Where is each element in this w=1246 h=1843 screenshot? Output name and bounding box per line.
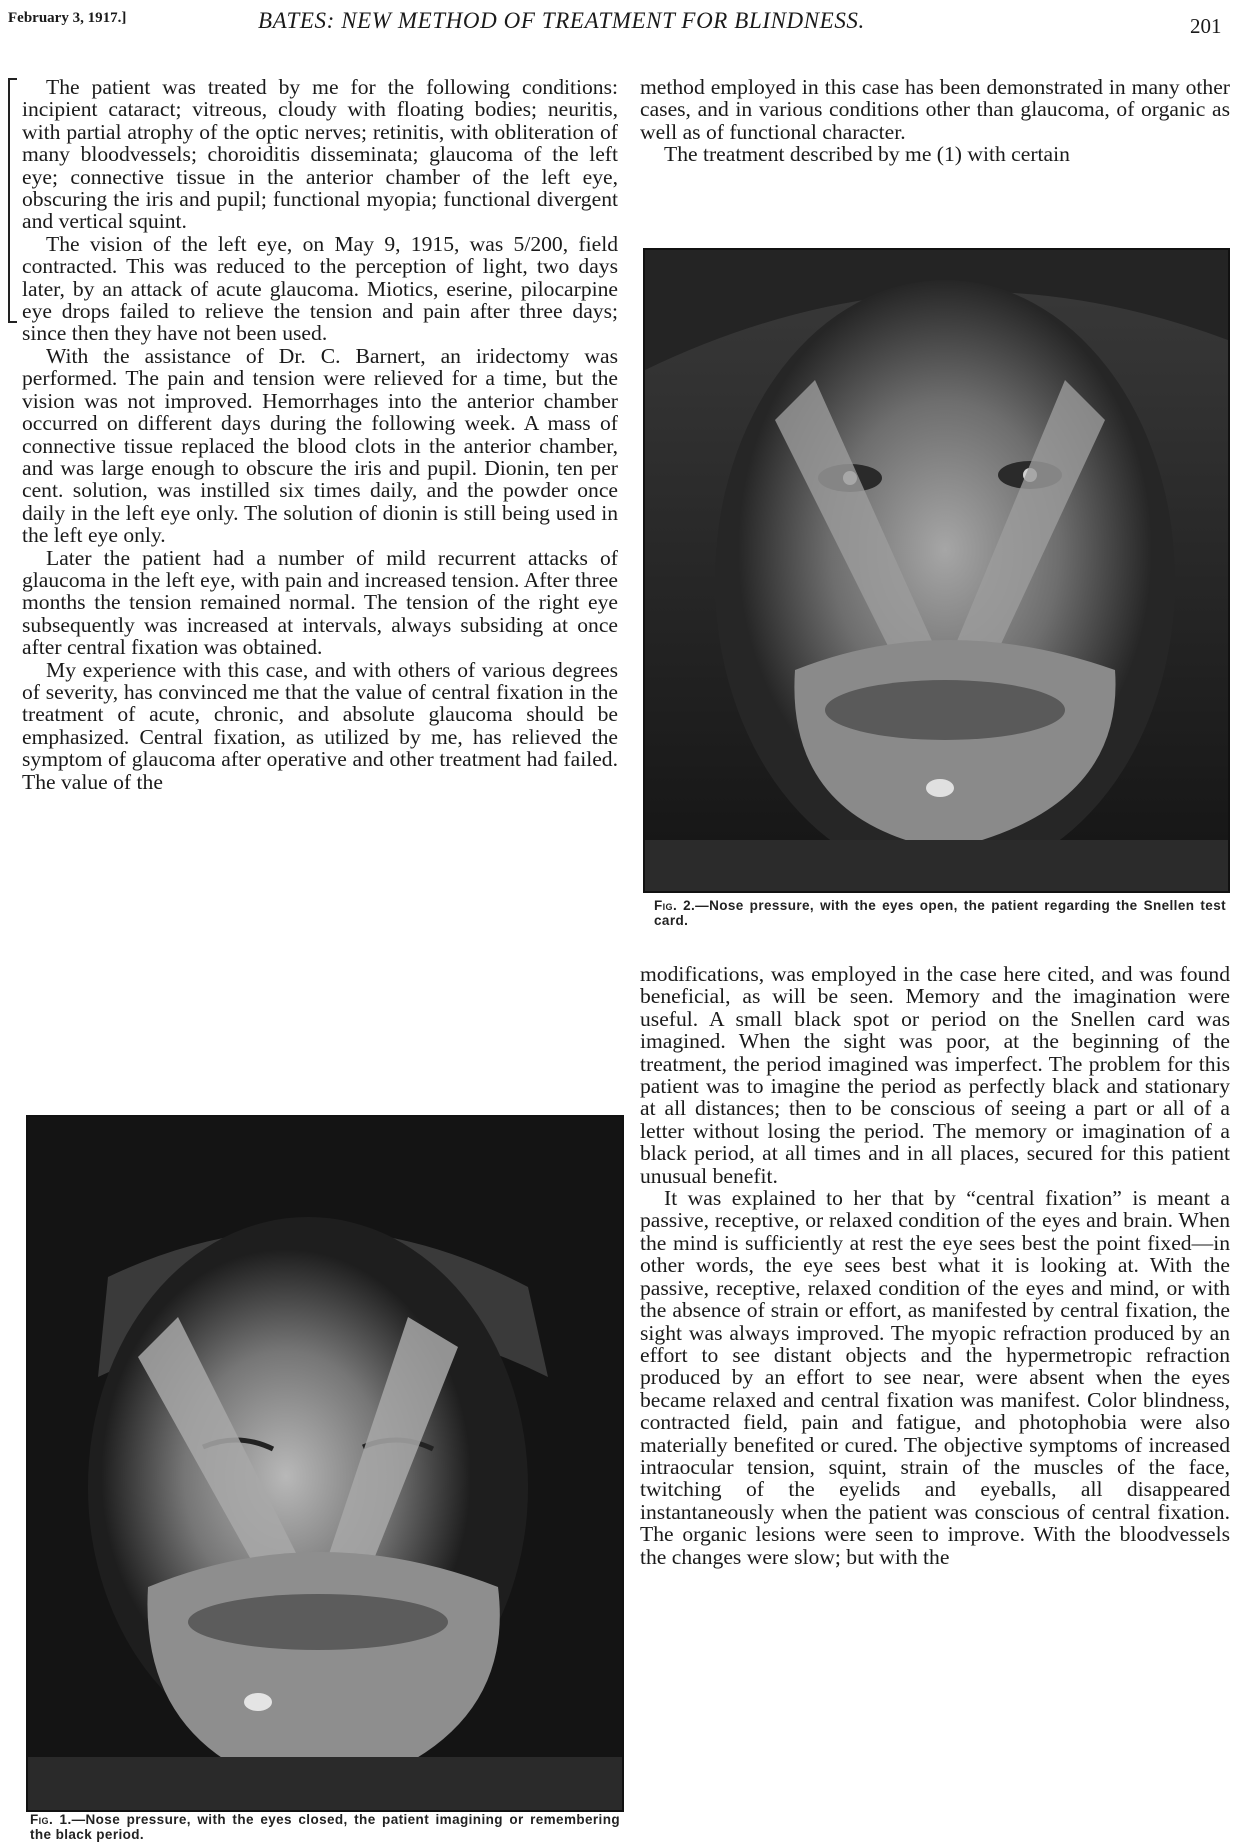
figure-1-image <box>28 1117 622 1810</box>
paragraph: modifications, was employed in the case here cited, and was found beneficial, as will be seen. Memory and the imagination were useful. A small black spot or period on the Snellen card was imagined. When the sight was poor, at the beginning of the treatment, the period imagined was imperfect. The problem for this patient was to imagine the period as perfectly black and stationary at all distances; then to be conscious of seeing a part or all of a letter without losing the period. The memory or imagination of a black period, at all times and in all places, secured for this patient unusual benefit. <box>640 962 1230 1188</box>
figure-2-label: Fig. 2. <box>654 898 696 913</box>
right-column-bottom <box>640 963 1230 1568</box>
figure-2-caption <box>654 898 1226 928</box>
running-header-title: BATES: NEW METHOD OF TREATMENT FOR BLINDNESS. <box>258 8 865 33</box>
figure-1-photograph <box>26 1115 624 1812</box>
paragraph: method employed in this case has been demonstrated in many other cases, and in various conditions other than glaucoma, of organic as well as of functional character. <box>640 75 1230 144</box>
page-number: 201 <box>1190 14 1222 38</box>
figure-2-photograph <box>643 248 1230 893</box>
opening-bracket-mark <box>8 78 17 323</box>
figure-1-caption-text: —Nose pressure, with the eyes closed, the patient imagining or remembering the black period. <box>30 1812 620 1842</box>
figure-1-caption <box>30 1812 620 1842</box>
right-column-top <box>640 76 1230 166</box>
figure-2-caption-text: —Nose pressure, with the eyes open, the patient regarding the Snellen test card. <box>654 898 1226 928</box>
paragraph: The treatment described by me (1) with certain <box>664 142 1070 167</box>
paragraph: The vision of the left eye, on May 9, 1915, was 5/200, field contracted. This was reduced to the perception of light, two days later, by an attack of acute glaucoma. Miotics, eserine, pilocarpine eye drops failed to relieve the tension and pain after three days; since then they have not been used. <box>22 231 618 346</box>
paragraph: Later the patient had a number of mild recurrent attacks of glaucoma in the left eye, with pain and increased tension. After three months the tension remained normal. The tension of the right eye subsequently was increased at intervals, always subsiding at once after central fixation was obtained. <box>22 545 618 660</box>
paragraph: My experience with this case, and with others of various degrees of severity, has convinced me that the value of central fixation in the treatment of acute, chronic, and absolute glaucoma should be emphasized. Central fixation, as utilized by me, has relieved the symptom of glaucoma after operative and other treatment had failed. The value of the <box>22 657 618 794</box>
paragraph: With the assistance of Dr. C. Barnert, an iridectomy was performed. The pain and tension were relieved for a time, but the vision was not improved. Hemorrhages into the anterior chamber occurred on different days during the following week. A mass of connective tissue replaced the blood clots in the anterior chamber, and was large enough to obscure the iris and pupil. Dionin, ten per cent. solution, was instilled six times daily, and the powder once daily in the left eye only. The solution of dionin is still being used in the left eye only. <box>22 343 618 548</box>
paragraph: It was explained to her that by “central fixation” is meant a passive, receptive, or relaxed condition of the eyes and brain. When the mind is sufficiently at rest the eye sees best the point fixed—in other words, the eye sees best what it is looking at. With the passive, receptive, relaxed condition of the eyes and mind, or with the absence of strain or effort, as manifested by central fixation, the sight was always improved. The myopic refraction produced by an effort to see distant objects and the hypermetropic refraction produced by an effort to see near, were absent when the eyes became relaxed and central fixation was manifest. Color blindness, contracted field, pain and fatigue, and photophobia were also materially benefited or cured. The objective symptoms of increased intraocular tension, squint, strain of the muscles of the face, twitching of the eyelids and eyeballs, all disappeared instantaneously when the patient was conscious of central fixation. The organic lesions were seen to improve. With the bloodvessels the changes were slow; but with the <box>640 1186 1230 1569</box>
left-column <box>22 76 618 793</box>
running-header-date: February 3, 1917.] <box>8 10 127 26</box>
figure-1-label: Fig. 1. <box>30 1812 72 1827</box>
paragraph: The patient was treated by me for the following conditions: incipient cataract; vitreous, cloudy with floating bodies; neuritis, with partial atrophy of the optic nerves; retinitis, with obliteration of many bloodvessels; choroiditis disseminata; glaucoma of the left eye; connective tissue in the anterior chamber of the left eye, obscuring the iris and pupil; functional myopia; functional divergent and vertical squint. <box>22 75 618 234</box>
figure-2-image <box>645 250 1228 891</box>
